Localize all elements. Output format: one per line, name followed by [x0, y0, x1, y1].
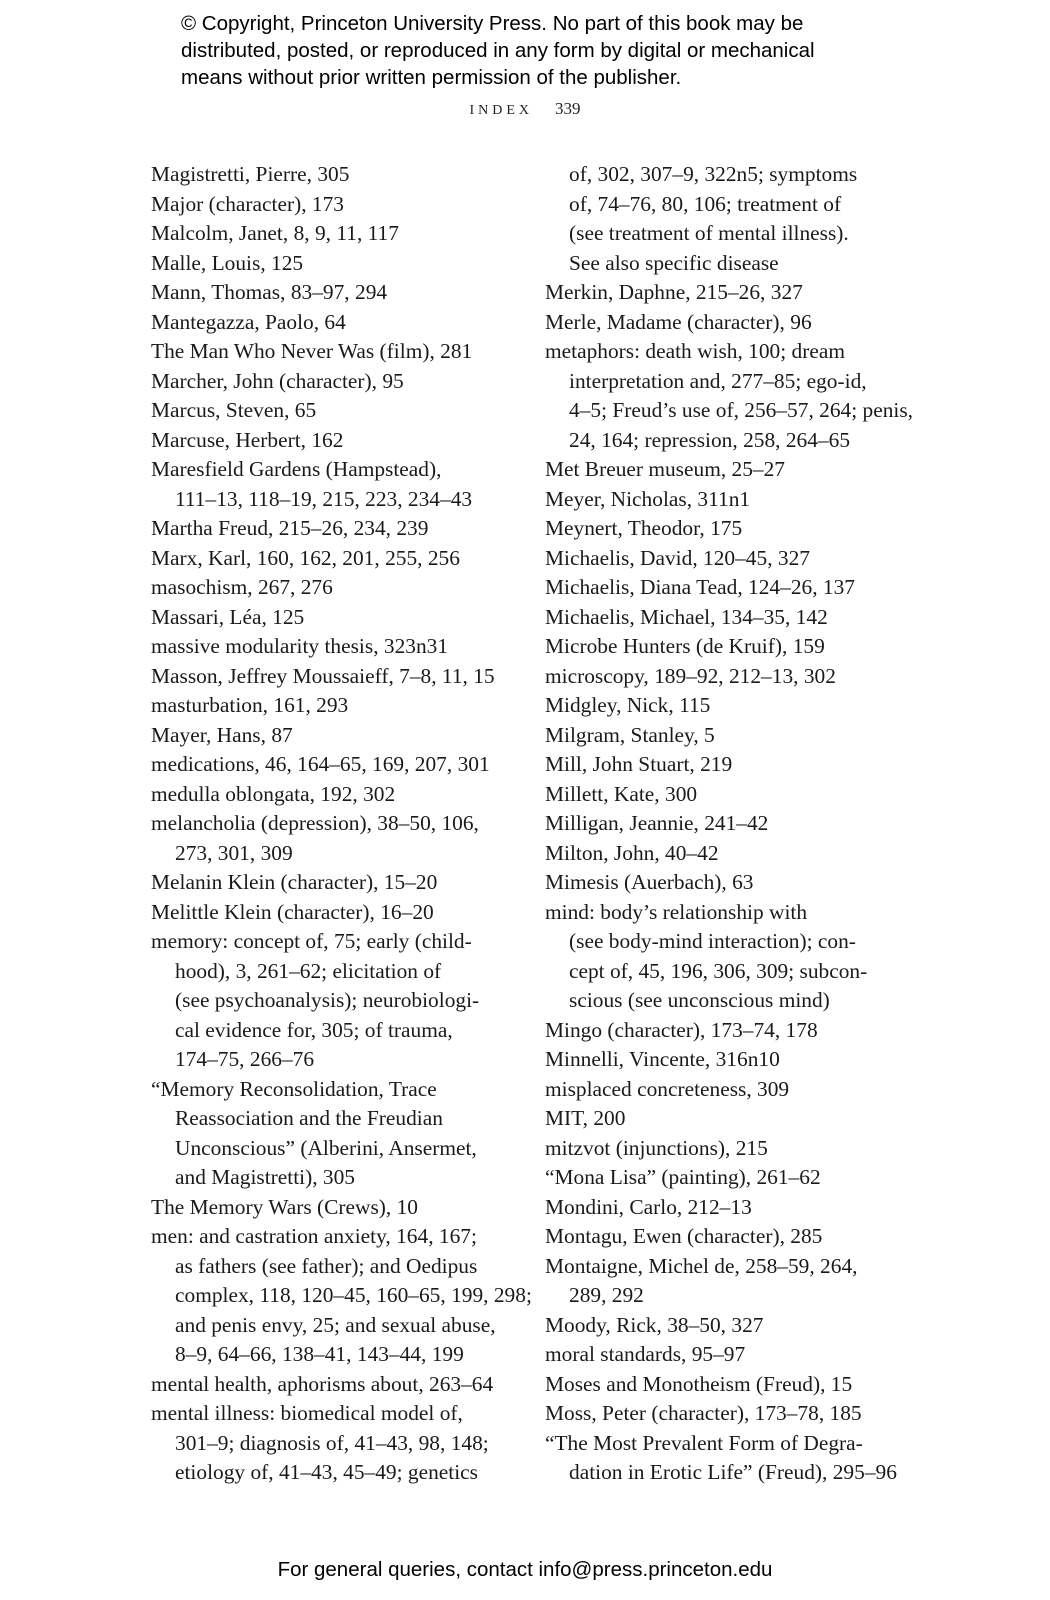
index-entry [545, 1104, 895, 1134]
index-entry-line: Milgram, Stanley, 5 [545, 722, 715, 747]
index-entry [151, 1193, 511, 1223]
index-entry [151, 603, 511, 633]
index-entry-line: masturbation, 161, 293 [151, 693, 349, 717]
index-column-left [151, 160, 532, 1488]
index-entry [151, 514, 511, 544]
index-entry [151, 544, 511, 574]
index-entry-line: Masson, Jeffrey Moussaieff, 7–8, 11, 15 [151, 663, 495, 688]
index-entry [151, 190, 511, 220]
index-entry-line: Maresfield Gardens (Hampstead), [151, 457, 442, 481]
index-entry [545, 1193, 895, 1223]
index-entry-line: Marcus, Steven, 65 [151, 398, 317, 422]
index-entry [545, 780, 895, 810]
index-entry-line: Melanin Klein (character), 15–20 [151, 870, 438, 894]
index-entry-line: Marcuse, Herbert, 162 [151, 427, 344, 452]
index-entry [151, 750, 511, 780]
index-entry-line: Moses and Monotheism (Freud), 15 [545, 1371, 853, 1396]
index-entry-line: medulla oblongata, 192, 302 [151, 781, 396, 806]
index-entry-line: Merle, Madame (character), 96 [545, 309, 812, 334]
index-entry [545, 691, 895, 721]
copyright-line: distributed, posted, or reproduced in any form by digital or mechanical [181, 39, 815, 62]
index-entry-line: of, 74–76, 80, 106; treatment of [569, 191, 842, 216]
index-entry-line: Montagu, Ewen (character), 285 [545, 1224, 823, 1248]
index-entry-line: complex, 118, 120–45, 160–65, 199, 298; [175, 1283, 532, 1307]
index-entry-line: 301–9; diagnosis of, 41–43, 98, 148; [175, 1430, 489, 1455]
index-entry [545, 1075, 895, 1105]
index-entry [151, 780, 511, 810]
index-entry-line: Mimesis (Auerbach), 63 [545, 870, 754, 894]
index-entry-line: See also specific disease [569, 250, 779, 275]
index-entry-line: misplaced concreteness, 309 [545, 1076, 790, 1101]
index-entry [545, 898, 895, 1016]
index-entry-line: Milligan, Jeannie, 241–42 [545, 811, 769, 835]
running-head [0, 99, 1050, 119]
index-entry [545, 1045, 895, 1075]
copyright-line: means without prior written permission of the publisher. [181, 66, 682, 89]
index-entry-line: Merkin, Daphne, 215–26, 327 [545, 280, 803, 304]
index-entry [151, 396, 511, 426]
index-entry-line: MIT, 200 [545, 1106, 626, 1130]
index-entry [151, 160, 511, 190]
index-entry-line: interpretation and, 277–85; ego-id, [569, 368, 867, 393]
index-entry-line: 8–9, 64–66, 138–41, 143–44, 199 [175, 1342, 464, 1366]
index-entry-line: men: and castration anxiety, 164, 167; [151, 1224, 477, 1248]
index-entry-line: massive modularity thesis, 323n31 [151, 634, 449, 658]
index-entry-line: hood), 3, 261–62; elicitation of [175, 958, 442, 983]
index-entry [151, 1399, 511, 1488]
index-entry [151, 367, 511, 397]
index-entry [545, 839, 895, 869]
index-entry-line: dation in Erotic Life” (Freud), 295–96 [569, 1460, 897, 1484]
index-entry-line: Millett, Kate, 300 [545, 781, 698, 806]
section-title: INDEX [469, 103, 534, 118]
index-entry [545, 514, 895, 544]
index-entry [151, 455, 511, 514]
index-entry [545, 573, 895, 603]
index-entry [545, 1429, 895, 1488]
index-entry [151, 308, 511, 338]
index-entry-line: “Mona Lisa” (painting), 261–62 [545, 1165, 821, 1189]
index-entry-line: Michaelis, Diana Tead, 124–26, 137 [545, 575, 855, 599]
index-entry [545, 1016, 895, 1046]
index-entry-line: scious (see unconscious mind) [569, 988, 830, 1012]
index-entry-line: mental illness: biomedical model of, [151, 1401, 463, 1425]
index-entry [151, 573, 511, 603]
index-entry-line: The Man Who Never Was (film), 281 [151, 339, 473, 363]
index-entry-line: (see treatment of mental illness). [569, 221, 849, 245]
index-entry-line: Midgley, Nick, 115 [545, 693, 711, 717]
index-entry-line: Moody, Rick, 38–50, 327 [545, 1312, 764, 1337]
index-column-right [545, 160, 914, 1488]
index-entry-line: Michaelis, David, 120–45, 327 [545, 545, 810, 570]
index-entry [545, 721, 895, 751]
index-entry [545, 1370, 895, 1400]
index-entry-line: Milton, John, 40–42 [545, 840, 719, 865]
index-entry-line: Montaigne, Michel de, 258–59, 264, [545, 1253, 858, 1278]
index-entry-line: Michaelis, Michael, 134–35, 142 [545, 604, 828, 629]
index-entry [151, 721, 511, 751]
index-entry [151, 249, 511, 279]
index-entry-line: 111–13, 118–19, 215, 223, 234–43 [175, 486, 473, 511]
index-entry [545, 455, 895, 485]
index-entry-line: mitzvot (injunctions), 215 [545, 1135, 768, 1160]
index-entry [545, 1222, 895, 1252]
index-entry-line: of, 302, 307–9, 322n5; symptoms [569, 162, 858, 186]
index-entry-line: Marcher, John (character), 95 [151, 368, 404, 393]
index-entry-line: 24, 164; repression, 258, 264–65 [569, 427, 851, 452]
index-entry-line: Massari, Léa, 125 [151, 604, 305, 629]
index-entry-line: medications, 46, 164–65, 169, 207, 301 [151, 752, 490, 776]
index-entry-line: Moss, Peter (character), 173–78, 185 [545, 1401, 862, 1425]
index-entry-line: The Memory Wars (Crews), 10 [151, 1194, 418, 1219]
page-number: 339 [555, 99, 581, 118]
index-entry [545, 1311, 895, 1341]
index-entry [545, 750, 895, 780]
index-entry-line: cept of, 45, 196, 306, 309; subcon- [569, 958, 868, 983]
index-entry-line: Microbe Hunters (de Kruif), 159 [545, 634, 825, 658]
index-entry-line: “The Most Prevalent Form of Degra- [545, 1430, 863, 1455]
index-entry-line: 174–75, 266–76 [175, 1047, 315, 1071]
index-entry-line: melancholia (depression), 38–50, 106, [151, 811, 479, 835]
index-entry-line: Mayer, Hans, 87 [151, 722, 293, 747]
index-entry [545, 160, 895, 278]
index-entry-line: Mantegazza, Paolo, 64 [151, 309, 346, 334]
index-entry-line: metaphors: death wish, 100; dream [545, 339, 845, 363]
index-entry [545, 1163, 895, 1193]
index-entry [151, 809, 511, 868]
copyright-notice [181, 10, 901, 91]
index-entry-line: 273, 301, 309 [175, 840, 293, 865]
index-entry [151, 219, 511, 249]
index-entry-line: microscopy, 189–92, 212–13, 302 [545, 663, 836, 688]
index-entry [545, 1399, 895, 1429]
index-entry [545, 868, 895, 898]
index-entry [151, 632, 511, 662]
index-entry-line: Mill, John Stuart, 219 [545, 752, 733, 776]
index-entry-line: Marx, Karl, 160, 162, 201, 255, 256 [151, 545, 460, 570]
index-entry-line: moral standards, 95–97 [545, 1342, 746, 1366]
index-entry-line: (see body-mind interaction); con- [569, 929, 856, 953]
index-entry [151, 691, 511, 721]
index-entry-line: Mondini, Carlo, 212–13 [545, 1194, 752, 1219]
index-entry-line: 4–5; Freud’s use of, 256–57, 264; penis, [569, 398, 914, 422]
index-entry-line: Mann, Thomas, 83–97, 294 [151, 280, 388, 304]
index-entry-line: 289, 292 [569, 1283, 644, 1307]
index-entry-line: Met Breuer museum, 25–27 [545, 457, 786, 481]
index-entry [545, 809, 895, 839]
footer-contact: For general queries, contact info@press.princeton.edu [277, 1558, 773, 1581]
index-entry-line: cal evidence for, 305; of trauma, [175, 1017, 453, 1042]
index-entry-line: Reassociation and the Freudian [175, 1106, 443, 1130]
index-entry-line: Magistretti, Pierre, 305 [151, 162, 350, 186]
index-entry-line: Major (character), 173 [151, 191, 345, 216]
index-entry-line: Unconscious” (Alberini, Ansermet, [175, 1135, 477, 1160]
index-entry [151, 278, 511, 308]
index-entry-line: Meynert, Theodor, 175 [545, 516, 743, 540]
index-entry [545, 485, 895, 515]
index-entry-line: Melittle Klein (character), 16–20 [151, 899, 434, 924]
index-entry-line: as fathers (see father); and Oedipus [175, 1253, 478, 1278]
index-entry-line: and Magistretti), 305 [175, 1165, 356, 1189]
copyright-line: © Copyright, Princeton University Press. No part of this book may be [181, 12, 804, 35]
index-entry [545, 632, 895, 662]
index-entry-line: masochism, 267, 276 [151, 575, 333, 599]
index-entry [545, 544, 895, 574]
index-entry [545, 1340, 895, 1370]
index-entry-line: mental health, aphorisms about, 263–64 [151, 1371, 494, 1396]
index-entry-line: etiology of, 41–43, 45–49; genetics [175, 1460, 478, 1484]
index-entry-line: Mingo (character), 173–74, 178 [545, 1017, 818, 1042]
index-entry [545, 308, 895, 338]
index-entry [151, 662, 511, 692]
index-entry-line: Meyer, Nicholas, 311n1 [545, 486, 751, 511]
index-entry [151, 1075, 511, 1193]
index-entry-line: Malle, Louis, 125 [151, 250, 304, 275]
index-entry [151, 898, 511, 928]
index-entry [545, 278, 895, 308]
index-entry-line: “Memory Reconsolidation, Trace [151, 1076, 437, 1101]
index-entry [151, 1222, 532, 1370]
index-entry-line: Martha Freud, 215–26, 234, 239 [151, 516, 429, 540]
index-entry [151, 927, 511, 1075]
index-entry [545, 603, 895, 633]
index-entry [151, 868, 511, 898]
index-entry-line: mind: body’s relationship with [545, 899, 808, 924]
index-entry [151, 426, 511, 456]
index-entry-line: Malcolm, Janet, 8, 9, 11, 117 [151, 221, 399, 245]
index-entry [545, 337, 914, 455]
index-entry-line: Minnelli, Vincente, 316n10 [545, 1047, 780, 1071]
index-entry-line: memory: concept of, 75; early (child- [151, 929, 472, 953]
index-entry [545, 1252, 895, 1311]
index-entry [545, 662, 895, 692]
index-entry-line: and penis envy, 25; and sexual abuse, [175, 1312, 496, 1337]
index-entry [151, 1370, 511, 1400]
index-entry [151, 337, 511, 367]
index-entry-line: (see psychoanalysis); neurobiologi- [175, 988, 480, 1012]
index-entry [545, 1134, 895, 1164]
